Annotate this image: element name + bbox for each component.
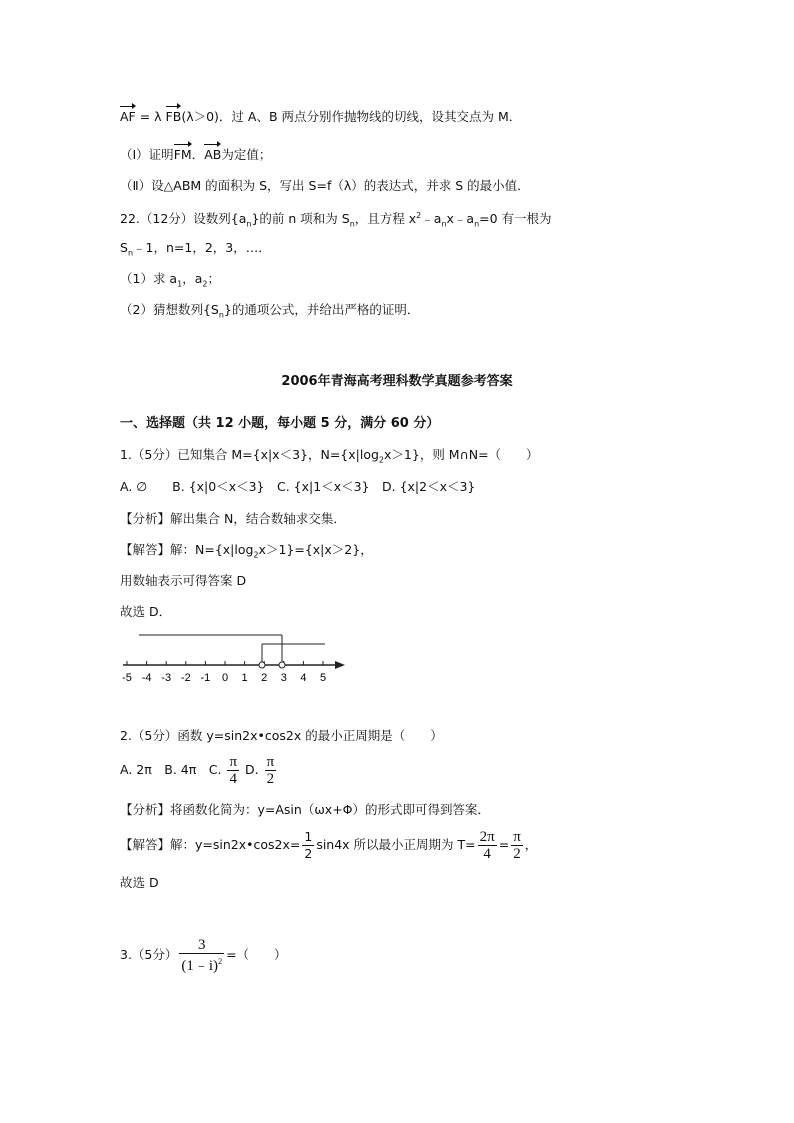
text: 所以最小正周期为 T=	[349, 837, 476, 852]
answer-title: 2006年青海高考理科数学真题参考答案	[281, 374, 513, 389]
subscript: n	[349, 219, 355, 229]
text: ，且方程 x	[354, 211, 417, 227]
fraction-pi-over-2	[511, 829, 523, 862]
vector-ab: AB	[204, 147, 222, 162]
q1-choose: 故选 D．	[120, 604, 172, 619]
numerator: π	[266, 754, 275, 770]
q1-options: A. ∅ B. {x|0＜x＜3} C. {x|1＜x＜3} D. {x|2＜x＜3}	[120, 479, 476, 494]
axis-tick-label: -1	[200, 672, 211, 684]
text: =0 有一根为	[479, 211, 552, 227]
superscript: 2	[218, 957, 223, 966]
text: }的通项公式，并给出严格的证明．	[223, 302, 420, 317]
q2-options	[120, 753, 278, 787]
q2-analysis: 【分析】将函数化简为：y=Asin（ωx+Φ）的形式即可得到答案．	[120, 802, 491, 817]
fraction-one-half	[302, 829, 314, 862]
vector-fb: FB	[165, 109, 182, 124]
fraction-pi-over-4	[227, 754, 239, 787]
text: ，	[524, 837, 538, 852]
subscript: n	[441, 219, 447, 229]
text: A. 2π B. 4π C.	[120, 762, 222, 777]
text: =	[498, 837, 510, 852]
text: （Ⅰ）证明	[120, 147, 174, 162]
vector-af: AF	[120, 109, 136, 124]
subscript: 1	[177, 279, 183, 289]
fraction-3-over-1-minus-i-squared	[179, 937, 224, 974]
q22-stem-cont	[120, 239, 271, 263]
axis-tick-label: -4	[141, 672, 152, 684]
open-point-3	[279, 662, 285, 668]
q3-stem	[120, 935, 287, 975]
axis-tick-label: -5	[122, 672, 132, 684]
subscript: n	[127, 248, 134, 258]
denominator: 2	[304, 846, 313, 861]
text: x＞1}，则 M∩N=（ ）	[384, 447, 539, 462]
axis-tick-label: 3	[280, 672, 287, 684]
axis-tick-label: -2	[180, 672, 191, 684]
text: （1）求 a	[120, 271, 178, 286]
text: x＞1}={x|x＞2}，	[258, 542, 373, 557]
text: S	[120, 240, 128, 255]
numerator: 3	[179, 937, 224, 954]
subscript: 2	[253, 550, 259, 560]
subscript: 2	[378, 455, 385, 465]
axis-tick-label: 4	[300, 672, 307, 684]
fraction-pi-over-2	[265, 754, 277, 787]
text: (1﹣i)	[181, 958, 219, 974]
numerator: 1	[304, 829, 313, 844]
text: （2）猜想数列{S	[120, 302, 219, 317]
q21-part1	[120, 146, 271, 164]
axis-tick-label: 1	[241, 672, 248, 684]
text: 【解答】解：y=sin2x•cos2x=	[120, 837, 301, 852]
q2-choose: 故选 D	[120, 875, 159, 890]
text: (λ＞0)．过 A、B 两点分别作抛物线的切线，设其交点为 M．	[181, 109, 522, 124]
axis-tick-label: 5	[319, 672, 327, 684]
text: ；	[207, 271, 220, 286]
axis-tick-label: -3	[161, 672, 172, 684]
axis-arrow-icon	[335, 661, 345, 669]
subscript: n	[246, 219, 252, 229]
text: ．	[191, 147, 205, 162]
q22-part2	[120, 301, 419, 325]
q1-stem	[120, 446, 539, 470]
q2-solution	[120, 827, 537, 863]
text: }的前 n 项和为 S	[251, 211, 350, 227]
q1-solution-2: 用数轴表示可得答案 D	[120, 573, 247, 588]
text: sin4x	[316, 837, 350, 852]
numerator: π	[229, 754, 238, 770]
axis-tick-label: 0	[221, 672, 229, 684]
text: ，a	[182, 271, 203, 286]
denominator	[179, 954, 224, 974]
numerator: π	[513, 829, 521, 845]
text: 为定值；	[221, 147, 272, 162]
superscript: 2	[416, 211, 422, 220]
text: 22.（12分）设数列{a	[120, 211, 247, 227]
axis-tick-label: 2	[261, 672, 268, 684]
denominator: 4	[483, 846, 491, 862]
denominator: 4	[229, 771, 237, 787]
text: D.	[245, 762, 259, 777]
q22-stem	[120, 207, 552, 234]
text: 1.（5分）已知集合 M={x|x＜3}，N={x|log	[120, 447, 379, 462]
numerator: 2π	[479, 829, 495, 845]
text: ﹣a	[421, 211, 442, 227]
fraction-2pi-over-4	[478, 829, 497, 862]
number-line-diagram	[115, 630, 355, 684]
q21-vector-line	[120, 108, 521, 126]
q21-part2: （Ⅱ）设△ABM 的面积为 S，写出 S=f（λ）的表达式，并求 S 的最小值．	[120, 178, 530, 193]
text: ﹣1，n=1，2，3，…．	[133, 240, 271, 255]
text: x﹣a	[446, 211, 475, 227]
q2-stem: 2.（5分）函数 y=sin2x•cos2x 的最小正周期是（ ）	[120, 728, 443, 743]
open-point-2	[259, 662, 265, 668]
text: = λ	[135, 109, 166, 124]
q1-analysis: 【分析】解出集合 N，结合数轴求交集．	[120, 511, 346, 526]
subscript: n	[474, 219, 480, 229]
text: =（ ）	[226, 947, 287, 962]
section-heading: 一、选择题（共 12 小题，每小题 5 分，满分 60 分）	[120, 416, 440, 431]
q22-part1	[120, 270, 220, 294]
vector-fm: FM	[173, 147, 192, 162]
denominator: 2	[266, 771, 275, 787]
denominator: 2	[513, 846, 521, 862]
subscript: 2	[202, 279, 208, 289]
text: 【解答】解：N={x|log	[120, 542, 254, 557]
q1-solution	[120, 541, 373, 565]
text: 3.（5分）	[120, 947, 178, 962]
subscript: n	[218, 310, 224, 320]
